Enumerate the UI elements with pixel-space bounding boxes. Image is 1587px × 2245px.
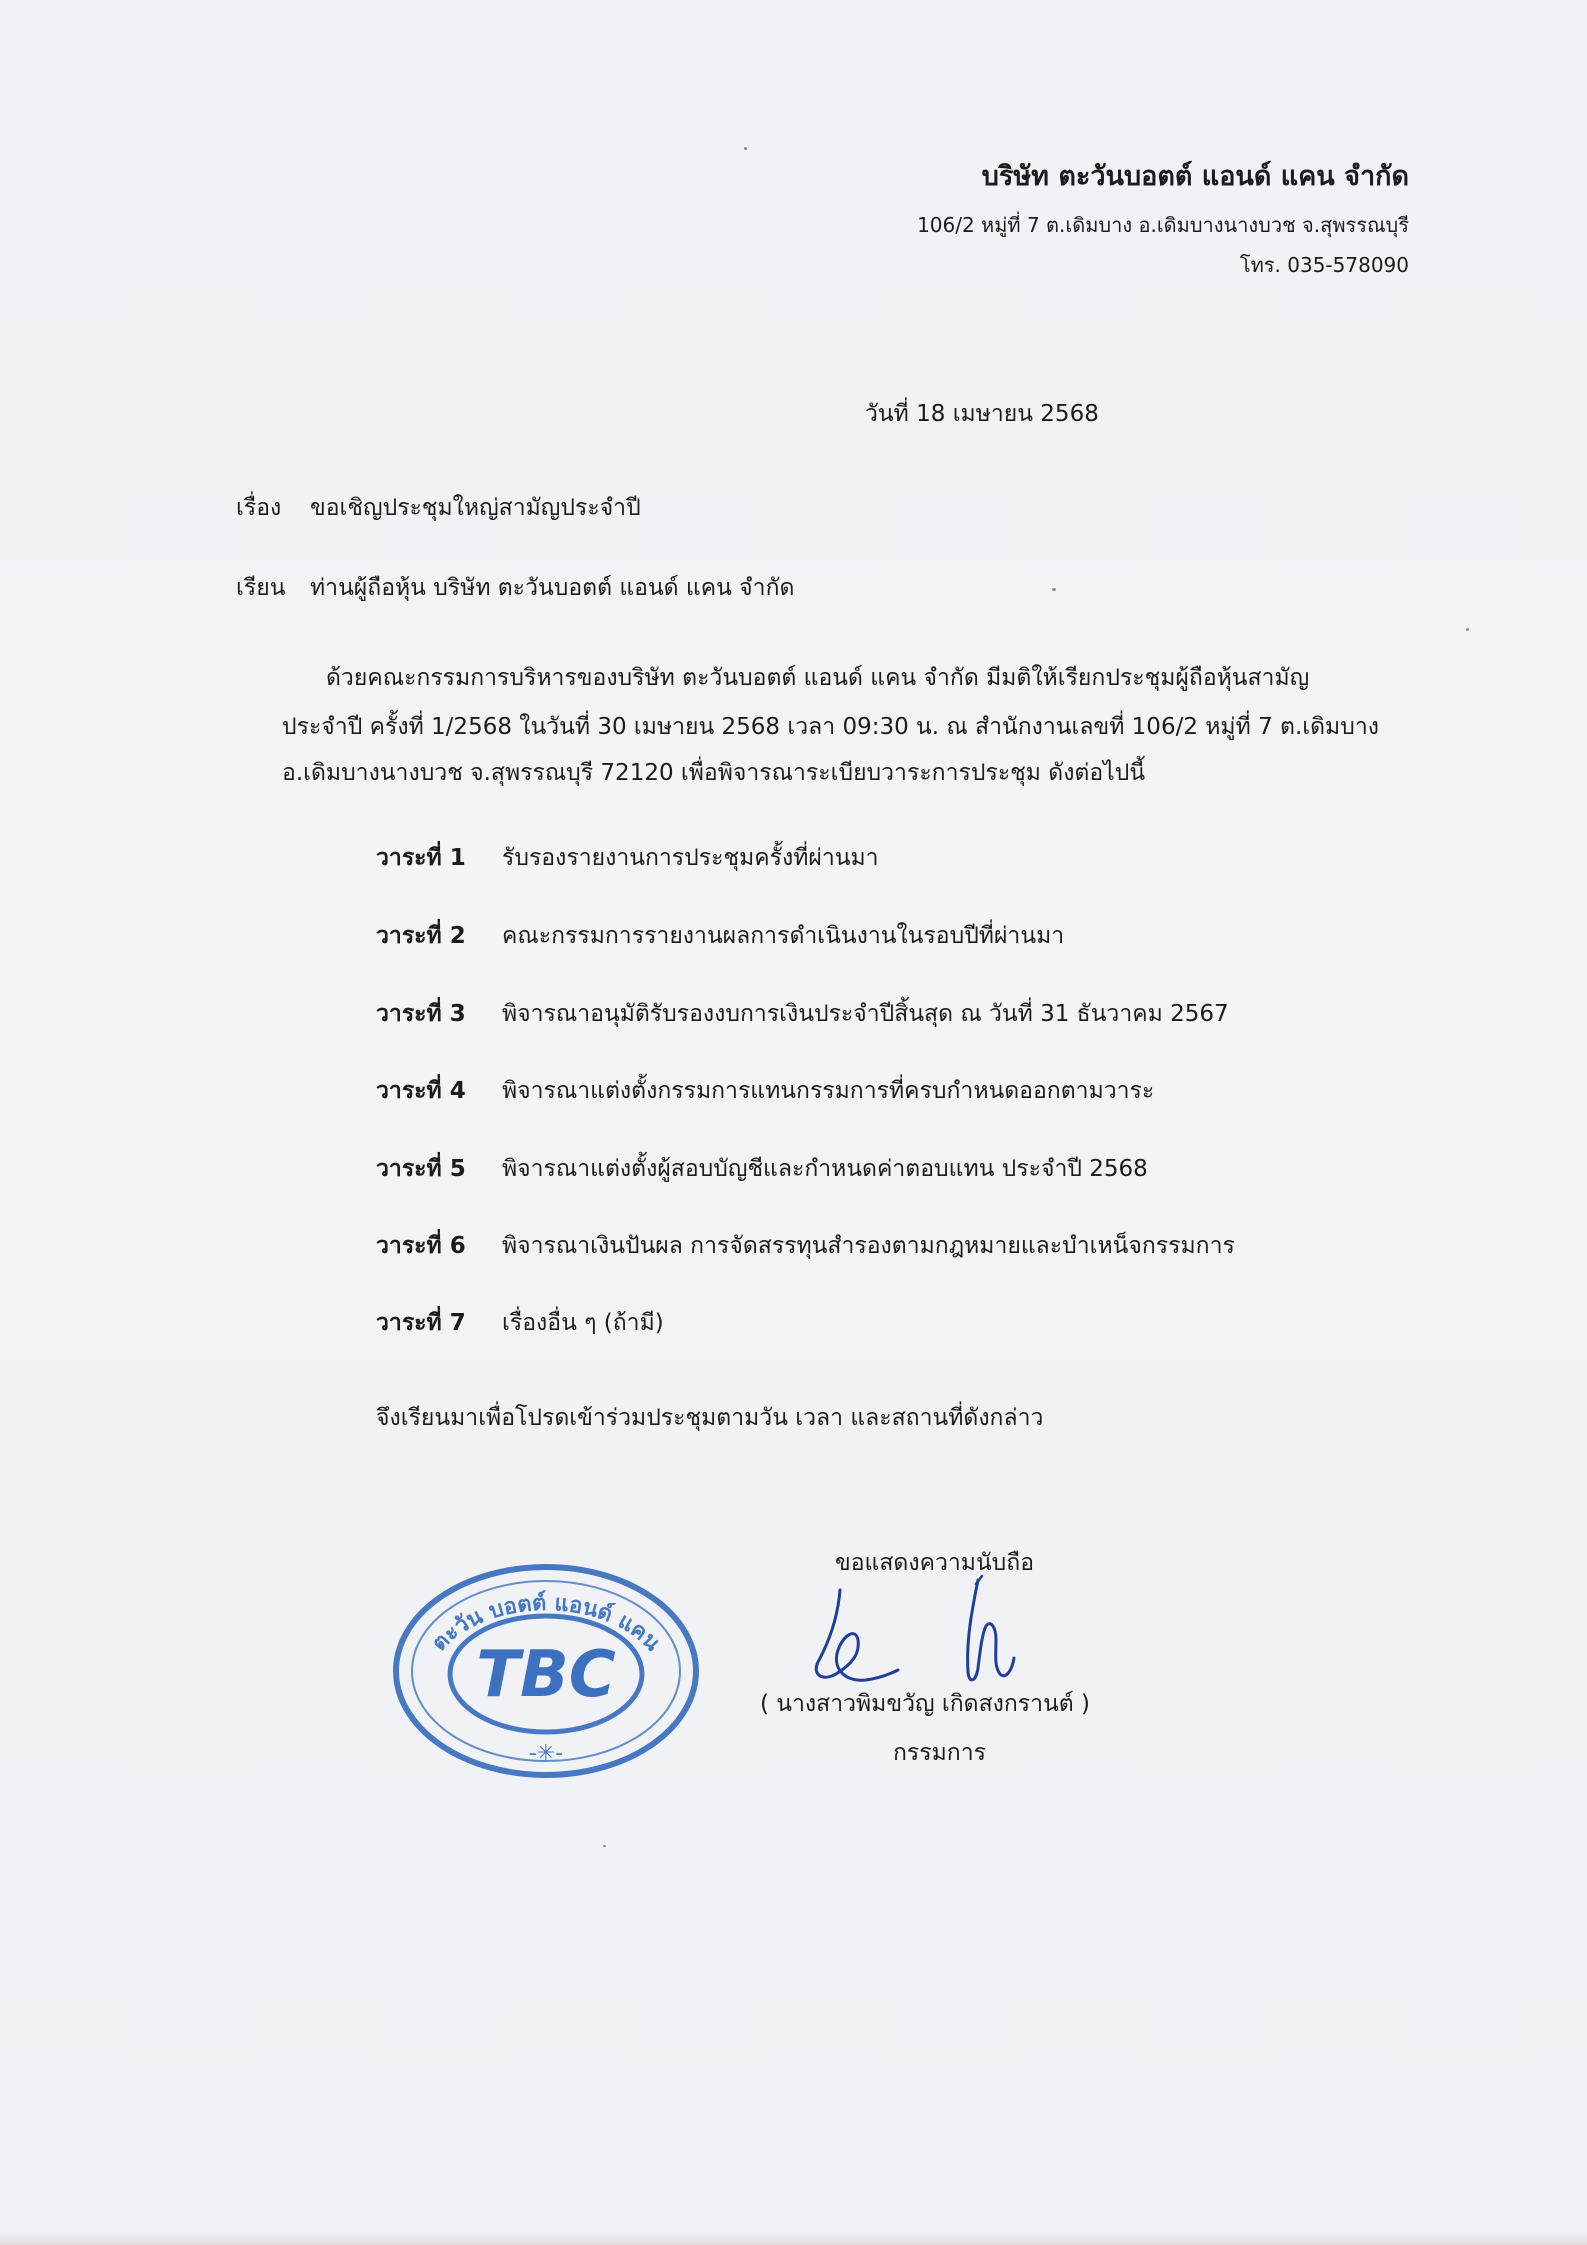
agenda-item-1 bbox=[376, 840, 879, 876]
signer-title: กรรมการ bbox=[893, 1740, 986, 1766]
subject-text: ขอเชิญประชุมใหญ่สามัญประจำปี bbox=[310, 495, 641, 521]
subject-line bbox=[236, 490, 641, 526]
scan-speck bbox=[744, 147, 747, 150]
agenda-number: วาระที่ 1 bbox=[376, 845, 466, 871]
svg-text:-✳-: -✳- bbox=[528, 1741, 564, 1766]
agenda-number: วาระที่ 2 bbox=[376, 923, 466, 949]
agenda-item-3 bbox=[376, 996, 1229, 1032]
scan-speck bbox=[1052, 588, 1056, 591]
agenda-number: วาระที่ 4 bbox=[376, 1078, 466, 1104]
agenda-text: พิจารณาอนุมัติรับรองงบการเงินประจำปีสิ้นสุด ณ วันที่ 31 ธันวาคม 2567 bbox=[502, 1001, 1229, 1027]
page-bottom-edge bbox=[0, 2231, 1587, 2245]
agenda-number: วาระที่ 6 bbox=[376, 1233, 466, 1259]
signature-image bbox=[800, 1570, 1060, 1700]
agenda-item-2 bbox=[376, 918, 1064, 954]
agenda-number: วาระที่ 3 bbox=[376, 1001, 466, 1027]
agenda-text: เรื่องอื่น ๆ (ถ้ามี) bbox=[502, 1310, 664, 1336]
scan-speck bbox=[1466, 628, 1469, 631]
agenda-item-6 bbox=[376, 1228, 1235, 1264]
agenda-text: คณะกรรมการรายงานผลการดำเนินงานในรอบปีที่ผ่านมา bbox=[502, 923, 1065, 949]
agenda-item-4 bbox=[376, 1073, 1154, 1109]
regards-line: ขอแสดงความนับถือ bbox=[835, 1550, 1035, 1576]
recipient-text: ท่านผู้ถือหุ้น บริษัท ตะวันบอตต์ แอนด์ แคน จำกัด bbox=[310, 575, 795, 601]
stamp-logo-text: TBC bbox=[476, 1638, 616, 1712]
signer-name: ( นางสาวพิมขวัญ เกิดสงกรานต์ ) bbox=[760, 1691, 1091, 1717]
agenda-text: พิจารณาแต่งตั้งกรรมการแทนกรรมการที่ครบกำหนดออกตามวาระ bbox=[502, 1078, 1155, 1104]
scan-speck bbox=[603, 1845, 606, 1847]
company-address: 106/2 หมู่ที่ 7 ต.เดิมบาง อ.เดิมบางนางบวช จ.สุพรรณบุรี bbox=[917, 213, 1409, 237]
body-line-2: ประจำปี ครั้งที่ 1/2568 ในวันที่ 30 เมษายน 2568 เวลา 09:30 น. ณ สำนักงานเลขที่ 106/2 หมู่ที่ 7 ต.เดิมบาง bbox=[282, 714, 1379, 740]
recipient-label: เรียน bbox=[236, 575, 286, 601]
company-seal-stamp bbox=[388, 1560, 704, 1782]
body-line-1: ด้วยคณะกรรมการบริหารของบริษัท ตะวันบอตต์ แอนด์ แคน จำกัด มีมติให้เรียกประชุมผู้ถือหุ้นสามัญ bbox=[326, 665, 1310, 691]
agenda-text: รับรองรายงานการประชุมครั้งที่ผ่านมา bbox=[502, 845, 879, 871]
agenda-number: วาระที่ 7 bbox=[376, 1310, 466, 1336]
body-line-3: อ.เดิมบางนางบวช จ.สุพรรณบุรี 72120 เพื่อพิจารณาระเบียบวาระการประชุม ดังต่อไปนี้ bbox=[282, 760, 1146, 786]
company-phone: โทร. 035-578090 bbox=[1239, 253, 1409, 277]
company-name: บริษัท ตะวันบอตต์ แอนด์ แคน จำกัด bbox=[981, 161, 1409, 192]
agenda-item-7 bbox=[376, 1305, 664, 1341]
subject-label: เรื่อง bbox=[236, 495, 282, 521]
agenda-text: พิจารณาเงินปันผล การจัดสรรทุนสำรองตามกฎหมายและบำเหน็จกรรมการ bbox=[502, 1233, 1235, 1259]
recipient-line bbox=[236, 570, 794, 606]
agenda-number: วาระที่ 5 bbox=[376, 1156, 466, 1182]
letter-date: วันที่ 18 เมษายน 2568 bbox=[865, 401, 1099, 427]
agenda-item-5 bbox=[376, 1151, 1148, 1187]
agenda-text: พิจารณาแต่งตั้งผู้สอบบัญชีและกำหนดค่าตอบแทน ประจำปี 2568 bbox=[502, 1156, 1148, 1182]
closing-line: จึงเรียนมาเพื่อโปรดเข้าร่วมประชุมตามวัน เวลา และสถานที่ดังกล่าว bbox=[376, 1405, 1044, 1431]
stamp-ring-text: ตะวัน บอตต์ แอนด์ แคน bbox=[427, 1590, 665, 1657]
